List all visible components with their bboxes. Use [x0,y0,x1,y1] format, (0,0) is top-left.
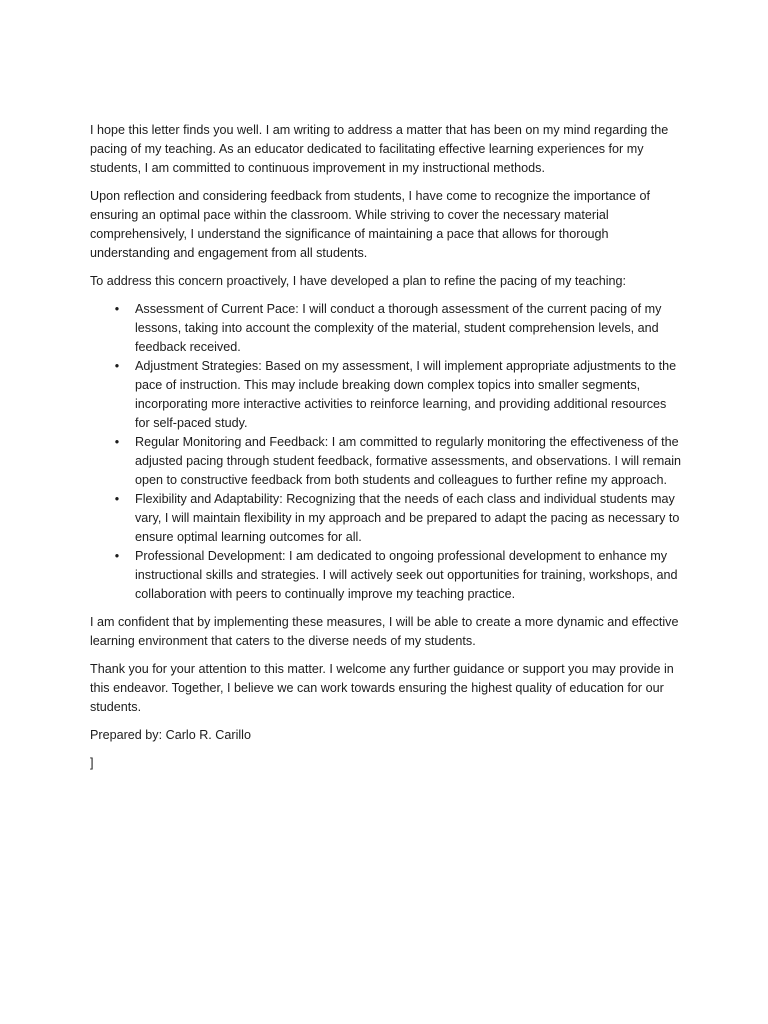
bullet-icon: • [114,492,120,506]
letter-page [90,121,682,782]
trailing-bracket: ] [90,756,94,770]
bullet-icon: • [114,359,120,373]
intro-paragraph: Upon reflection and considering feedback from students, I have come to recognize the importance of ensuring an optimal pace within the classroom. While striving to cover the necessary material comprehensively, I understand the significance of maintaining a pace that allows for thorough understanding and engagement from all students. [90,189,651,260]
closing-paragraph: Thank you for your attention to this matter. I welcome any further guidance or support you may provide in this endeavor. Together, I believe we can work towards ensuring the highest quality of education for our students. [90,662,674,714]
bullet-icon: • [114,549,120,563]
list-item-text: Flexibility and Adaptability: Recognizing that the needs of each class and individual students may vary, I will maintain flexibility in my approach and be prepared to adapt the pacing as necessary to ensure optimal learning outcomes for all. [135,492,680,544]
bullet-icon: • [114,435,120,449]
list-item [90,547,682,604]
list-item [90,433,682,490]
closing-paragraph: I am confident that by implementing these measures, I will be able to create a more dynamic and effective learning environment that caters to the diverse needs of my students. [90,615,679,648]
plan-bullet-list [90,300,682,604]
intro-paragraph: I hope this letter finds you well. I am writing to address a matter that has been on my mind regarding the pacing of my teaching. As an educator dedicated to facilitating effective learning experiences for my students, I am committed to continuous improvement in my instructional methods. [90,123,669,175]
list-item-text: Adjustment Strategies: Based on my assessment, I will implement appropriate adjustments to the pace of instruction. This may include breaking down complex topics into smaller segments, incorporating more interactive activities to reinforce learning, and providing additional resources for self-paced study. [135,359,677,430]
list-item [90,490,682,547]
bullet-icon: • [114,302,120,316]
list-item [90,357,682,433]
plan-intro-paragraph: To address this concern proactively, I have developed a plan to refine the pacing of my teaching: [90,274,627,288]
list-item-text: Assessment of Current Pace: I will conduct a thorough assessment of the current pacing of my lessons, taking into account the complexity of the material, student comprehension levels, and feedback received. [135,302,662,354]
list-item-text: Professional Development: I am dedicated to ongoing professional development to enhance my instructional skills and strategies. I will actively seek out opportunities for training, workshops, and collaboration with peers to continually improve my teaching practice. [135,549,678,601]
list-item [90,300,682,357]
list-item-text: Regular Monitoring and Feedback: I am committed to regularly monitoring the effectiveness of the adjusted pacing through student feedback, formative assessments, and observations. I will remain open to constructive feedback from both students and colleagues to further refine my approach. [135,435,682,487]
prepared-by-line: Prepared by: Carlo R. Carillo [90,728,251,742]
